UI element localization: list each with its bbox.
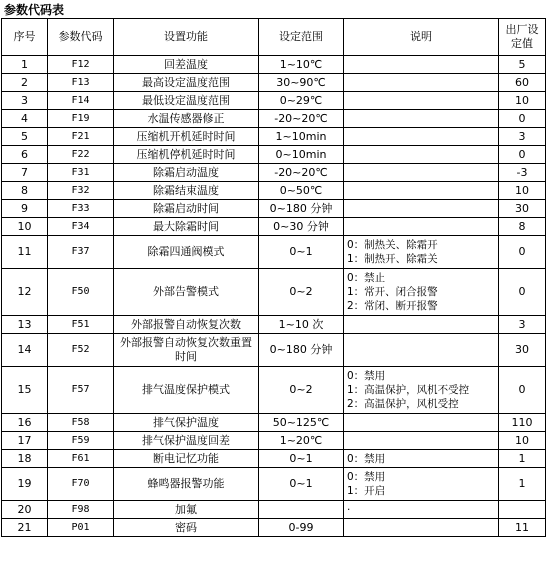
cell-setting-function: 回差温度 [114, 56, 259, 74]
cell-setting-range: 0~180 分钟 [259, 334, 344, 367]
table-row [2, 450, 546, 468]
cell-setting-function: 排气温度保护模式 [114, 367, 259, 414]
cell-parameter-code: F21 [48, 128, 114, 146]
cell-description [344, 432, 499, 450]
cell-row-number: 6 [2, 146, 48, 164]
cell-default-value: 0 [499, 236, 546, 269]
cell-default-value: 30 [499, 200, 546, 218]
cell-setting-range: 0~1 [259, 236, 344, 269]
parameter-code-table [1, 18, 546, 537]
cell-description: 0：禁用 1：高温保护，风机不受控 2：高温保护，风机受控 [344, 367, 499, 414]
header-code: 参数代码 [48, 19, 114, 56]
cell-default-value: 0 [499, 110, 546, 128]
cell-setting-function: 最低设定温度范围 [114, 92, 259, 110]
table-row [2, 164, 546, 182]
cell-setting-range: -20~20℃ [259, 110, 344, 128]
cell-row-number: 21 [2, 519, 48, 537]
table-row [2, 519, 546, 537]
cell-setting-range: 0~1 [259, 450, 344, 468]
cell-row-number: 17 [2, 432, 48, 450]
cell-default-value: 0 [499, 146, 546, 164]
cell-parameter-code: F51 [48, 316, 114, 334]
cell-parameter-code: F33 [48, 200, 114, 218]
table-row [2, 56, 546, 74]
cell-setting-range: 30~90℃ [259, 74, 344, 92]
cell-description: 0：制热关、除霜开 1：制热开、除霜关 [344, 236, 499, 269]
cell-parameter-code: F59 [48, 432, 114, 450]
cell-default-value: 10 [499, 182, 546, 200]
table-row [2, 468, 546, 501]
table-row [2, 182, 546, 200]
cell-row-number: 18 [2, 450, 48, 468]
cell-setting-function: 外部报警自动恢复次数重置时间 [114, 334, 259, 367]
cell-setting-function: 蜂鸣器报警功能 [114, 468, 259, 501]
cell-row-number: 7 [2, 164, 48, 182]
cell-description [344, 110, 499, 128]
cell-row-number: 20 [2, 501, 48, 519]
cell-parameter-code: F19 [48, 110, 114, 128]
cell-setting-function: 加氟 [114, 501, 259, 519]
cell-setting-range: 0~2 [259, 269, 344, 316]
cell-setting-function: 排气保护温度回差 [114, 432, 259, 450]
cell-setting-range: 0~30 分钟 [259, 218, 344, 236]
cell-setting-range [259, 501, 344, 519]
cell-row-number: 11 [2, 236, 48, 269]
cell-setting-function: 最高设定温度范围 [114, 74, 259, 92]
cell-setting-range: -20~20℃ [259, 164, 344, 182]
header-no: 序号 [2, 19, 48, 56]
cell-description [344, 218, 499, 236]
table-row [2, 334, 546, 367]
cell-row-number: 4 [2, 110, 48, 128]
cell-description: · [344, 501, 499, 519]
cell-row-number: 10 [2, 218, 48, 236]
cell-parameter-code: F70 [48, 468, 114, 501]
cell-description [344, 74, 499, 92]
cell-setting-range: 0~29℃ [259, 92, 344, 110]
cell-setting-function: 压缩机停机延时时间 [114, 146, 259, 164]
table-row [2, 218, 546, 236]
cell-setting-function: 密码 [114, 519, 259, 537]
cell-setting-range: 0~1 [259, 468, 344, 501]
cell-setting-function: 外部报警自动恢复次数 [114, 316, 259, 334]
cell-description [344, 92, 499, 110]
cell-setting-function: 除霜四通阀模式 [114, 236, 259, 269]
cell-default-value: 1 [499, 450, 546, 468]
cell-description [344, 316, 499, 334]
cell-setting-range: 0~10min [259, 146, 344, 164]
cell-parameter-code: F32 [48, 182, 114, 200]
cell-default-value: 0 [499, 269, 546, 316]
cell-setting-range: 0~180 分钟 [259, 200, 344, 218]
cell-setting-range: 0~50℃ [259, 182, 344, 200]
cell-setting-function: 除霜启动时间 [114, 200, 259, 218]
cell-description [344, 334, 499, 367]
cell-default-value: 11 [499, 519, 546, 537]
table-row [2, 269, 546, 316]
table-row [2, 367, 546, 414]
cell-parameter-code: F61 [48, 450, 114, 468]
table-row [2, 146, 546, 164]
cell-setting-function: 压缩机开机延时时间 [114, 128, 259, 146]
cell-default-value: 110 [499, 414, 546, 432]
cell-setting-function: 外部告警模式 [114, 269, 259, 316]
table-row [2, 200, 546, 218]
cell-setting-function: 断电记忆功能 [114, 450, 259, 468]
table-row [2, 236, 546, 269]
table-title: 参数代码表 [4, 3, 65, 17]
cell-row-number: 14 [2, 334, 48, 367]
table-row [2, 316, 546, 334]
cell-parameter-code: F58 [48, 414, 114, 432]
cell-description [344, 146, 499, 164]
cell-parameter-code: P01 [48, 519, 114, 537]
cell-default-value: 60 [499, 74, 546, 92]
cell-default-value: 8 [499, 218, 546, 236]
cell-parameter-code: F13 [48, 74, 114, 92]
header-row [2, 19, 546, 56]
cell-default-value: 3 [499, 316, 546, 334]
cell-setting-range: 0-99 [259, 519, 344, 537]
cell-parameter-code: F98 [48, 501, 114, 519]
cell-parameter-code: F34 [48, 218, 114, 236]
cell-parameter-code: F22 [48, 146, 114, 164]
cell-description [344, 519, 499, 537]
cell-default-value: 0 [499, 367, 546, 414]
header-function: 设置功能 [114, 19, 259, 56]
table-row [2, 74, 546, 92]
cell-description: 0：禁止 1：常开、闭合报警 2：常闭、断开报警 [344, 269, 499, 316]
cell-row-number: 1 [2, 56, 48, 74]
cell-setting-range: 1~10℃ [259, 56, 344, 74]
table-row [2, 128, 546, 146]
cell-row-number: 8 [2, 182, 48, 200]
cell-default-value: 10 [499, 92, 546, 110]
cell-default-value: 30 [499, 334, 546, 367]
cell-setting-range: 50~125℃ [259, 414, 344, 432]
cell-row-number: 19 [2, 468, 48, 501]
cell-parameter-code: F57 [48, 367, 114, 414]
cell-parameter-code: F12 [48, 56, 114, 74]
header-default-value: 出厂设定值 [499, 19, 546, 56]
cell-default-value: 1 [499, 468, 546, 501]
cell-setting-function: 除霜结束温度 [114, 182, 259, 200]
cell-description: 0：禁用 [344, 450, 499, 468]
cell-default-value: -3 [499, 164, 546, 182]
cell-description [344, 128, 499, 146]
cell-row-number: 3 [2, 92, 48, 110]
cell-description [344, 56, 499, 74]
cell-description [344, 200, 499, 218]
header-description: 说明 [344, 19, 499, 56]
cell-row-number: 15 [2, 367, 48, 414]
cell-default-value: 5 [499, 56, 546, 74]
table-row [2, 432, 546, 450]
cell-description: 0：禁用 1：开启 [344, 468, 499, 501]
cell-row-number: 13 [2, 316, 48, 334]
cell-setting-range: 1~10 次 [259, 316, 344, 334]
table-row [2, 110, 546, 128]
cell-row-number: 16 [2, 414, 48, 432]
cell-description [344, 414, 499, 432]
table-row [2, 501, 546, 519]
cell-description [344, 182, 499, 200]
cell-description [344, 164, 499, 182]
cell-default-value: 10 [499, 432, 546, 450]
cell-parameter-code: F31 [48, 164, 114, 182]
cell-setting-function: 水温传感器修正 [114, 110, 259, 128]
cell-parameter-code: F14 [48, 92, 114, 110]
cell-default-value: 3 [499, 128, 546, 146]
cell-row-number: 12 [2, 269, 48, 316]
cell-setting-function: 最大除霜时间 [114, 218, 259, 236]
cell-default-value [499, 501, 546, 519]
header-range: 设定范围 [259, 19, 344, 56]
cell-row-number: 9 [2, 200, 48, 218]
cell-row-number: 5 [2, 128, 48, 146]
cell-setting-function: 除霜启动温度 [114, 164, 259, 182]
table-row [2, 414, 546, 432]
cell-parameter-code: F37 [48, 236, 114, 269]
cell-row-number: 2 [2, 74, 48, 92]
cell-setting-function: 排气保护温度 [114, 414, 259, 432]
table-row [2, 92, 546, 110]
cell-setting-range: 1~20℃ [259, 432, 344, 450]
cell-setting-range: 1~10min [259, 128, 344, 146]
cell-parameter-code: F52 [48, 334, 114, 367]
cell-parameter-code: F50 [48, 269, 114, 316]
cell-setting-range: 0~2 [259, 367, 344, 414]
